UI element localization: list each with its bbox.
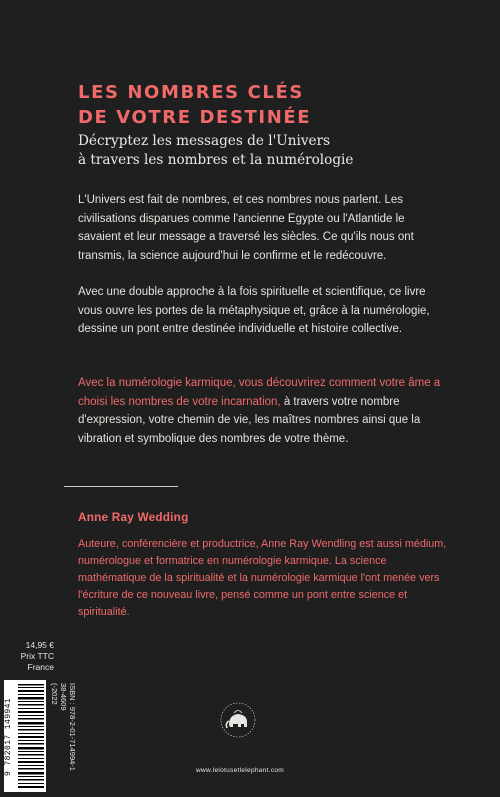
blurb-paragraph-2: Avec une double approche à la fois spirituelle et scientifique, ce livre vous ouvre les portes de la métaphysique et, grâce à la numérologie, dessine un pont entre destinée individuelle et histoire collective. (78, 286, 430, 336)
price-value: 14,95 € (25, 640, 54, 650)
isbn-number: ISBN : 978-2-01-714994-1 (68, 683, 77, 771)
title-line-2: DE VOTRE DESTINÉE (78, 107, 312, 128)
isbn-code: 38-4609 (59, 683, 68, 711)
price-label: Prix TTC (20, 651, 54, 661)
author-bio: Auteure, conférencière et productrice, Anne Ray Wendling est aussi médium, numérologue et formatrice en numérologie karmique. La science mathématique de la spiritualité et la numérologie karmique l'ont menée vers l'écriture de ce nouveau livre, pensé comme un pont entre science et spiritualité. (78, 538, 447, 618)
barcode-digits: 9 782017 149941 (4, 698, 13, 777)
blurb-paragraph-3-rest: à travers votre nombre d'expression, votre chemin de vie, les maîtres nombres ainsi que la vibration et symbolique des nombres de votre thème. (78, 395, 421, 445)
blurb-highlight: Avec la numérologie karmique, vous découvrirez comment votre âme a choisi les nombres de votre incarnation, (78, 377, 441, 408)
elephant-lotus-icon (218, 700, 258, 740)
subtitle-line-2: à travers les nombres et la numérologie (78, 152, 354, 168)
price-country: France (27, 662, 54, 672)
price-block (4, 640, 54, 673)
subtitle-line-1: Décryptez les messages de l'Univers (78, 133, 331, 149)
publisher-website: www.lelotusetlelephant.com (195, 767, 284, 774)
isbn-year: (-2022 (50, 683, 59, 705)
blurb-paragraph-3 (78, 374, 448, 448)
section-divider (64, 486, 178, 487)
book-title (78, 80, 311, 130)
blurb-paragraph-1: L'Univers est fait de nombres, et ces nombres nous parlent. Les civilisations disparues comme l'ancienne Egypte ou l'Atlantide le savaient et leur message a traversé les siècles. Ce qu'ils nous ont transmis, la science aujourd'hui le confirme et le redécouvre. (78, 194, 414, 262)
isbn-info (50, 683, 77, 783)
author-name: Anne Ray Wedding (78, 510, 189, 524)
title-line-1: LES NOMBRES CLÉS (78, 82, 304, 103)
publisher-logo (218, 700, 258, 740)
book-subtitle (78, 132, 353, 170)
